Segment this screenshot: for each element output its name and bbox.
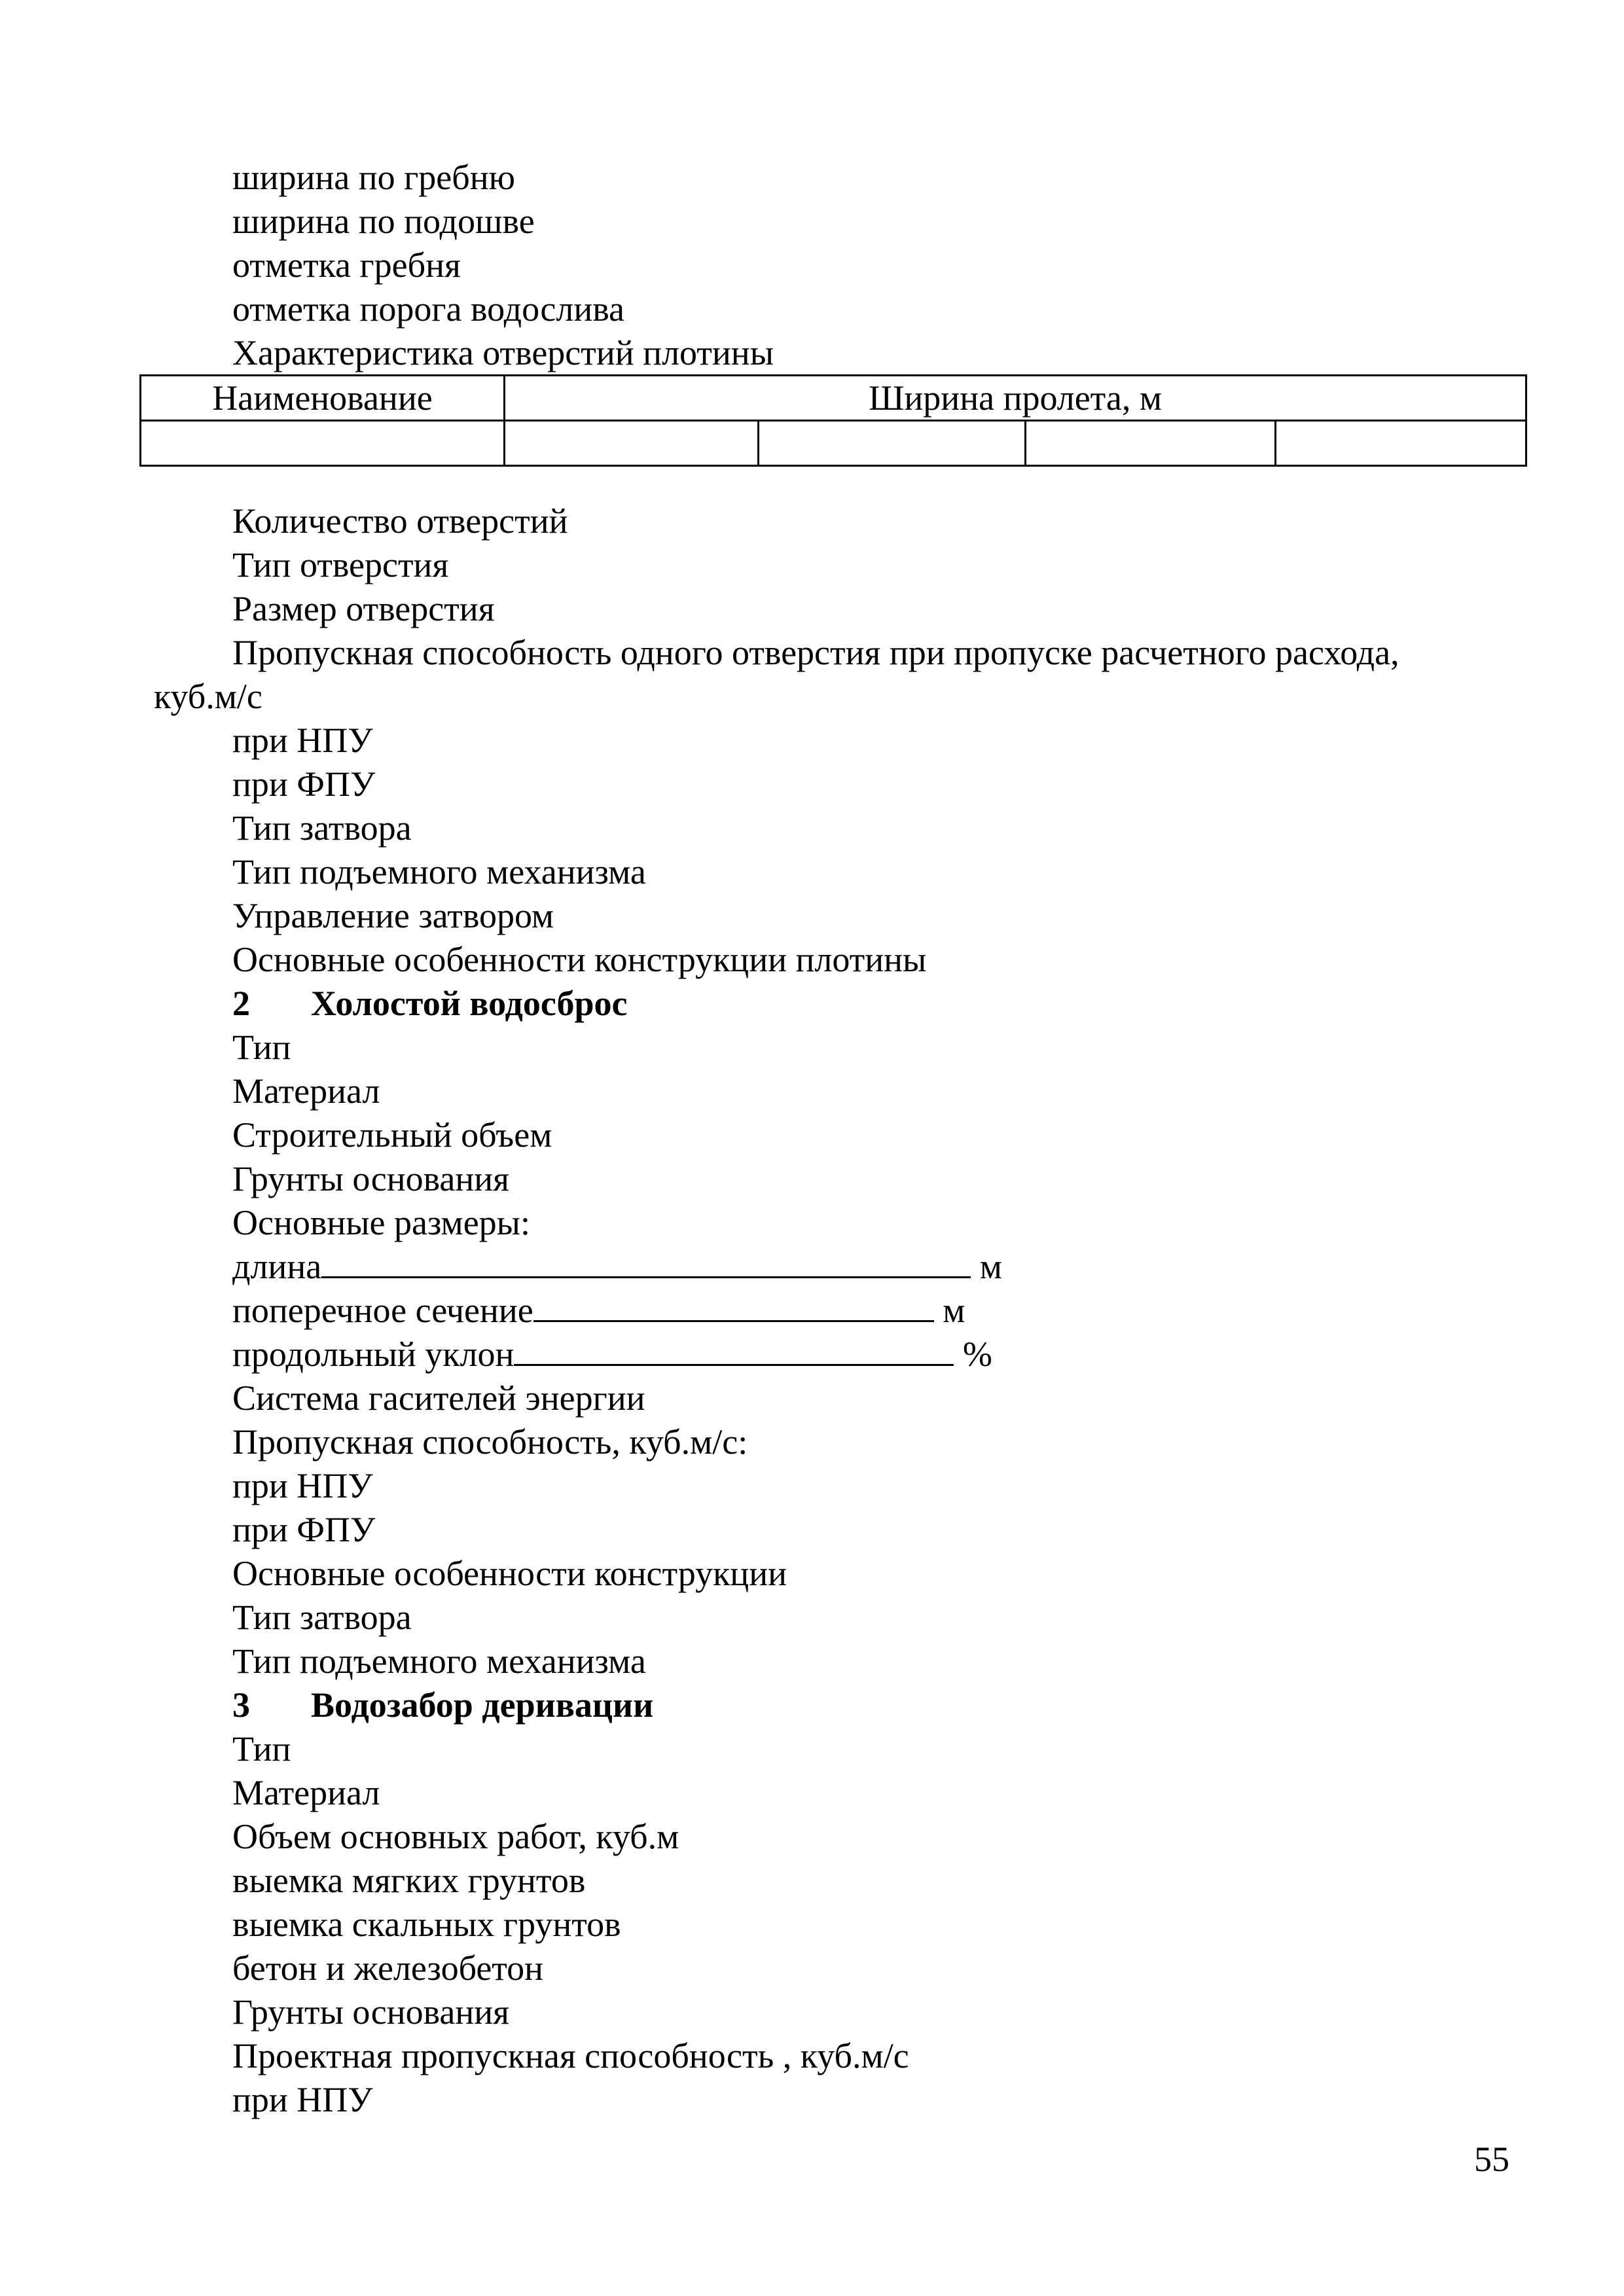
table-cell bbox=[141, 421, 505, 466]
fill-label: поперечное сечение bbox=[232, 1291, 533, 1330]
section-heading bbox=[232, 1683, 653, 1727]
text-line: Тип подъемного механизма bbox=[232, 852, 646, 891]
text-line: при ФПУ bbox=[232, 1510, 376, 1549]
fill-line-length bbox=[232, 1245, 1002, 1289]
fill-blank bbox=[533, 1289, 934, 1322]
table-caption: Характеристика отверстий плотины bbox=[232, 333, 774, 372]
text-line: Пропускная способность одного отверстия при пропуске расчетного расхода, bbox=[232, 633, 1399, 672]
text-line: Основные особенности конструкции bbox=[232, 1554, 787, 1593]
text-line: Объем основных работ, куб.м bbox=[232, 1817, 679, 1856]
text-line: Тип затвора bbox=[232, 1598, 412, 1637]
text-line: выемка мягких грунтов bbox=[232, 1861, 586, 1900]
table-header-span-width: Ширина пролета, м bbox=[505, 376, 1526, 421]
text-line: Система гасителей энергии bbox=[232, 1378, 645, 1418]
fill-label: продольный уклон bbox=[232, 1335, 514, 1374]
text-line: Тип bbox=[232, 1729, 291, 1768]
section-number: 3 bbox=[232, 1685, 250, 1725]
section-title: Водозабор деривации bbox=[311, 1685, 654, 1725]
text-line: ширина по гребню bbox=[232, 158, 515, 197]
fill-line-cross-section bbox=[232, 1289, 965, 1333]
section-heading bbox=[232, 982, 628, 1026]
table-cell bbox=[1276, 421, 1526, 466]
fill-unit: м bbox=[979, 1247, 1002, 1286]
section-title: Холостой водосброс bbox=[311, 984, 628, 1023]
text-line: отметка гребня bbox=[232, 245, 461, 285]
text-line: Тип затвора bbox=[232, 808, 412, 848]
fill-label: длина bbox=[232, 1247, 322, 1286]
table-header-row bbox=[141, 376, 1526, 421]
text-line: Строительный объем bbox=[232, 1115, 552, 1155]
text-line: при НПУ bbox=[232, 2080, 373, 2119]
text-line: Пропускная способность, куб.м/с: bbox=[232, 1422, 748, 1462]
text-line: Проектная пропускная способность , куб.м/с bbox=[232, 2036, 909, 2075]
text-line: ширина по подошве bbox=[232, 202, 535, 241]
page-number: 55 bbox=[1474, 2140, 1509, 2179]
text-line: Управление затвором bbox=[232, 896, 554, 935]
table-cell bbox=[759, 421, 1026, 466]
text-line: Материал bbox=[232, 1071, 380, 1111]
table-cell bbox=[1026, 421, 1276, 466]
text-line: при ФПУ bbox=[232, 764, 376, 804]
fill-unit: % bbox=[962, 1335, 992, 1374]
text-line: Основные размеры: bbox=[232, 1203, 530, 1242]
text-line: Грунты основания bbox=[232, 1159, 509, 1198]
fill-blank bbox=[514, 1333, 954, 1366]
fill-line-slope bbox=[232, 1333, 992, 1376]
text-line: Основные особенности конструкции плотины bbox=[232, 940, 927, 979]
text-line: Грунты основания bbox=[232, 1992, 509, 2032]
section-number: 2 bbox=[232, 984, 250, 1023]
fill-unit: м bbox=[943, 1291, 965, 1330]
text-line: отметка порога водослива bbox=[232, 289, 624, 329]
text-line: выемка скальных грунтов bbox=[232, 1905, 621, 1944]
openings-table bbox=[139, 374, 1527, 467]
text-line: бетон и железобетон bbox=[232, 1948, 544, 1988]
text-line: Тип bbox=[232, 1028, 291, 1067]
fill-blank bbox=[321, 1245, 971, 1278]
table-cell bbox=[505, 421, 759, 466]
text-line: Размер отверстия bbox=[232, 589, 495, 628]
text-line: при НПУ bbox=[232, 721, 373, 760]
text-line: при НПУ bbox=[232, 1466, 373, 1505]
text-line: Тип отверстия bbox=[232, 545, 449, 584]
table-row bbox=[141, 421, 1526, 466]
text-line: куб.м/с bbox=[154, 677, 262, 716]
text-line: Количество отверстий bbox=[232, 501, 568, 541]
table-header-name: Наименование bbox=[141, 376, 505, 421]
text-line: Материал bbox=[232, 1773, 380, 1812]
text-line: Тип подъемного механизма bbox=[232, 1641, 646, 1681]
